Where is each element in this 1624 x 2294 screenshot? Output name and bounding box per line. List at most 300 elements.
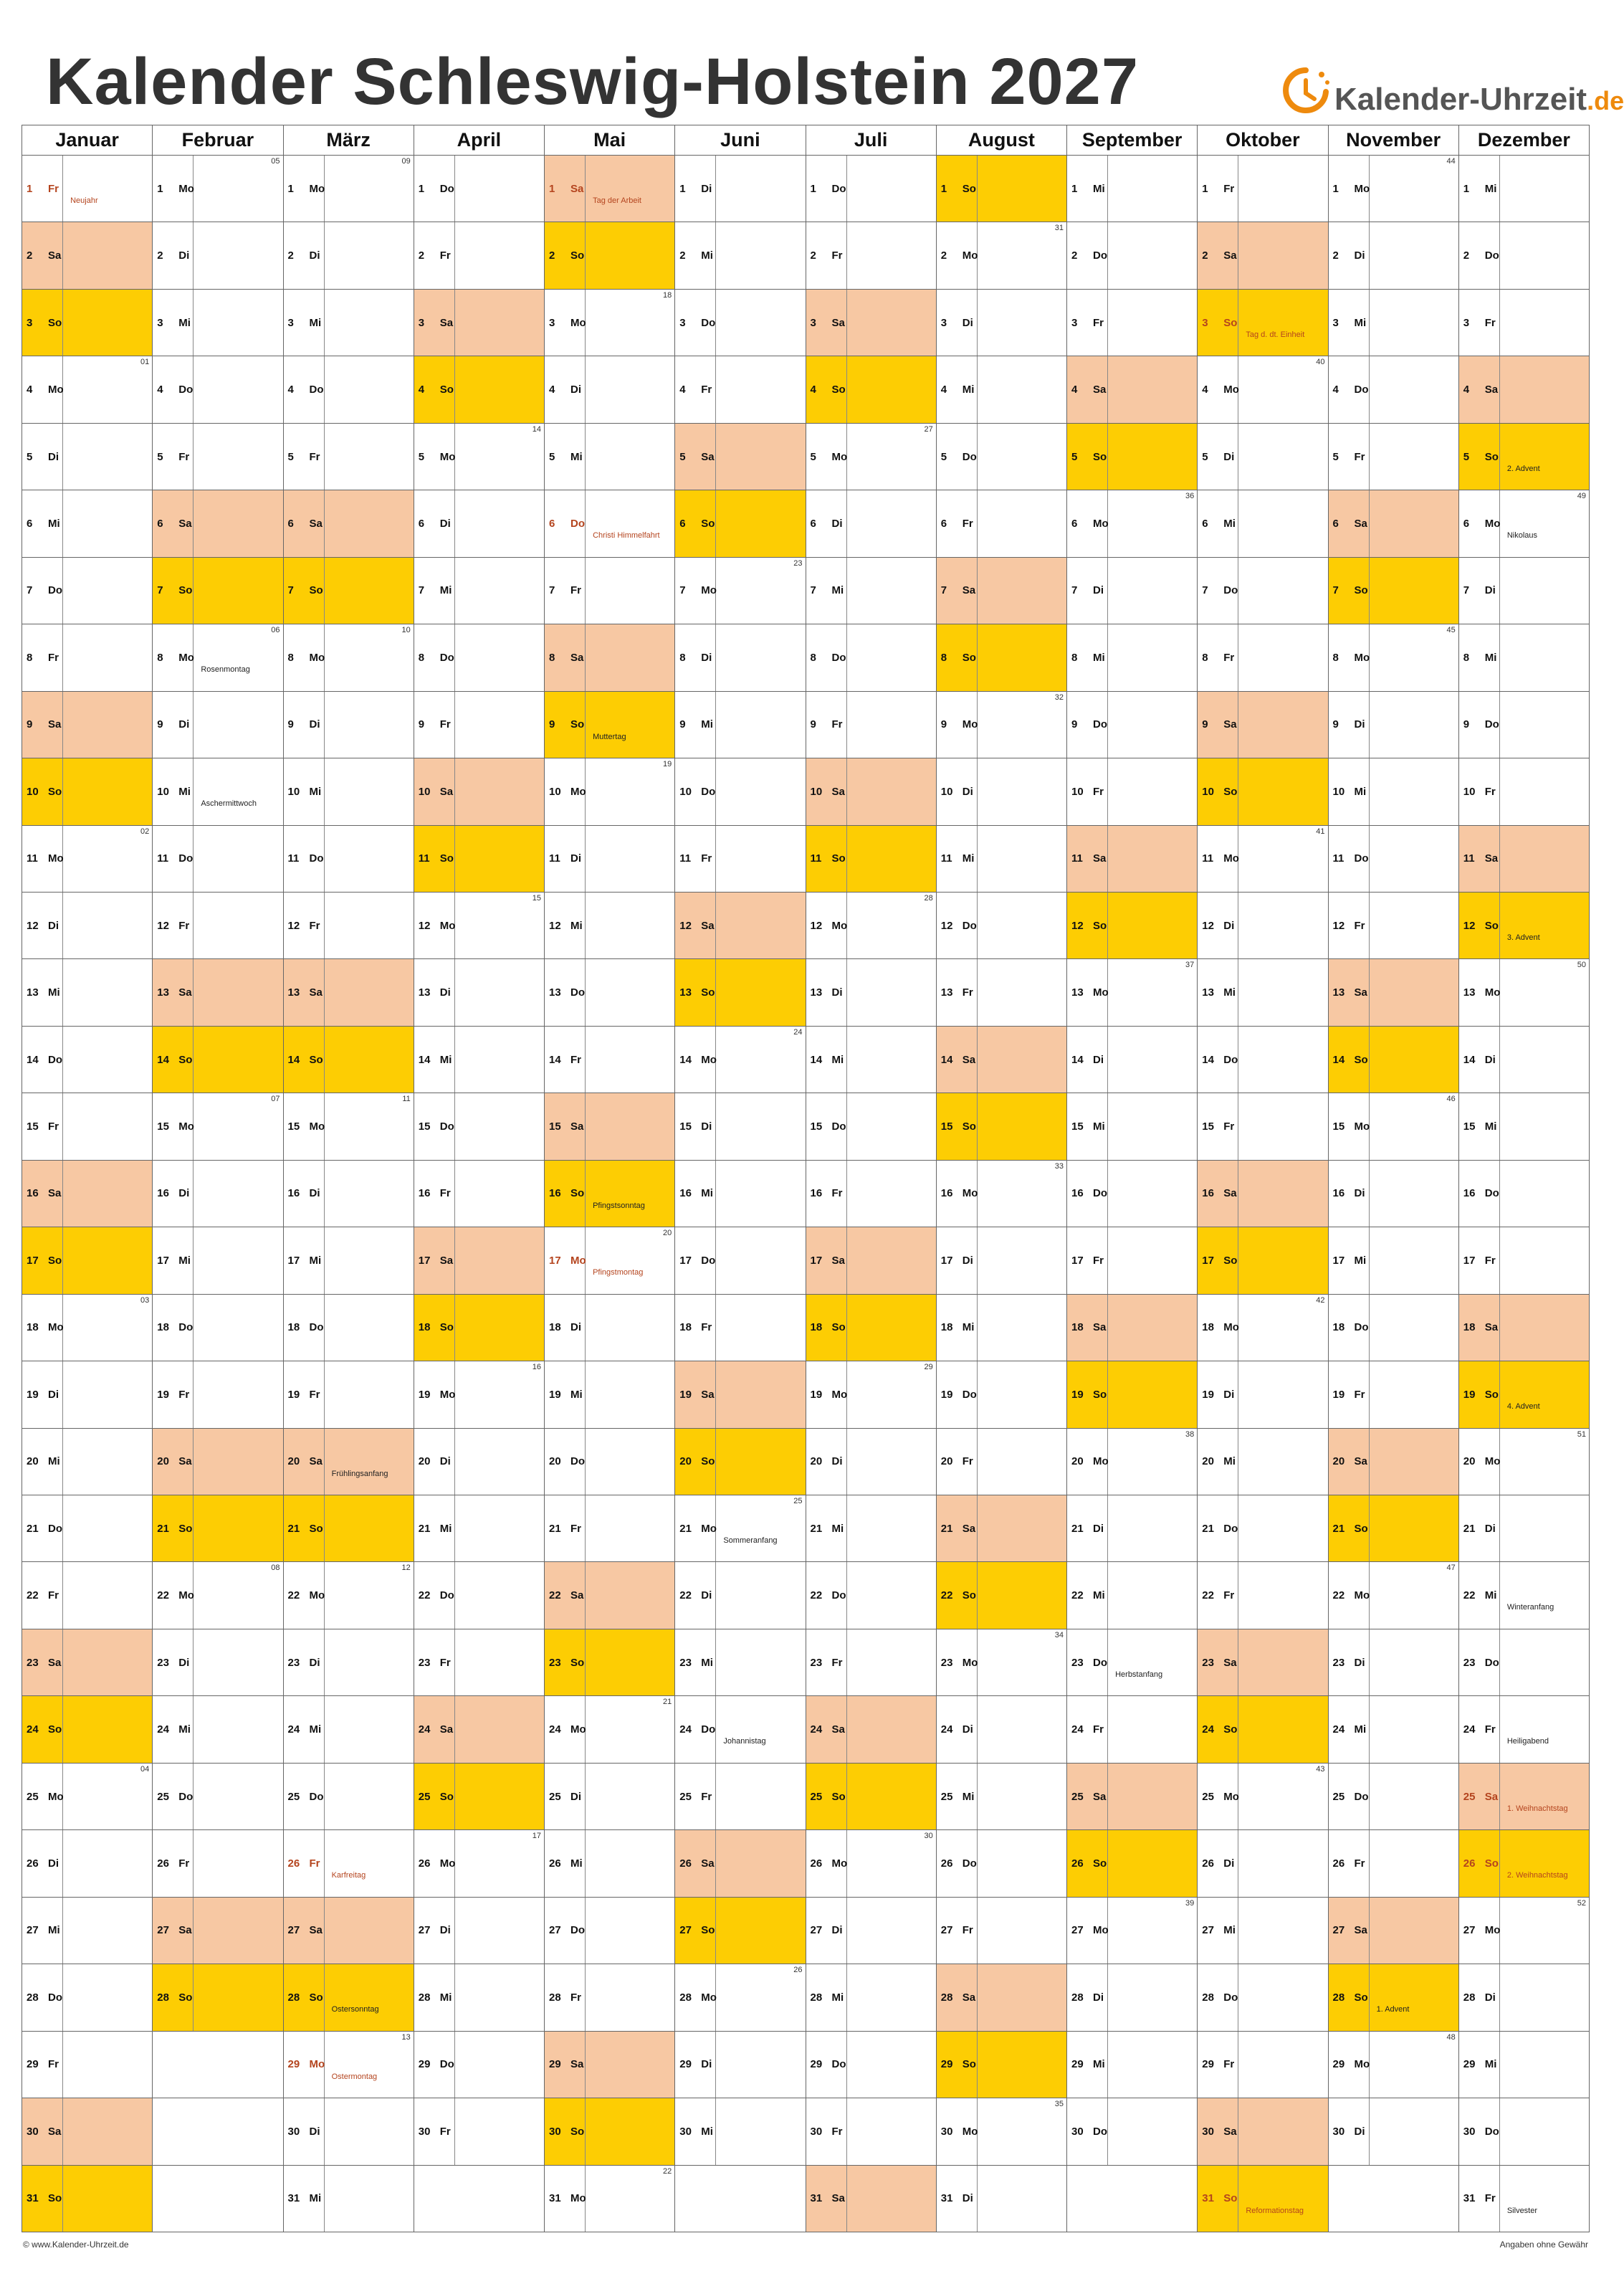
day-notes — [1108, 1764, 1197, 1829]
day-cell — [22, 1696, 152, 1763]
day-cell — [545, 156, 674, 222]
day-notes — [194, 893, 282, 958]
day-notes — [1370, 1161, 1458, 1227]
day-label — [153, 758, 194, 824]
day-label — [1198, 1830, 1238, 1896]
day-label — [1329, 424, 1370, 490]
day-notes — [716, 893, 805, 958]
weekday: Do — [439, 2058, 454, 2071]
day-cell — [22, 1429, 152, 1495]
day-number: 26 — [27, 1857, 39, 1870]
day-number: 15 — [287, 1120, 300, 1133]
weekday: Sa — [831, 316, 845, 329]
day-number: 17 — [418, 1254, 431, 1267]
weekday: Sa — [962, 1991, 976, 2004]
day-label — [22, 1830, 63, 1896]
day-cell — [284, 1161, 414, 1227]
weekday: So — [309, 1991, 323, 2004]
day-label — [284, 1764, 325, 1829]
weekday: Mi — [1484, 651, 1497, 664]
day-notes — [847, 424, 936, 490]
day-number: 15 — [27, 1120, 39, 1133]
weekday: Sa — [962, 1053, 976, 1066]
day-number: 11 — [1332, 852, 1344, 865]
day-number: 20 — [418, 1455, 431, 1468]
day-notes — [1500, 2032, 1589, 2098]
weekday: Di — [1484, 1991, 1496, 2004]
day-label — [806, 356, 847, 422]
weekday: So — [962, 1120, 976, 1133]
day-label — [1329, 1161, 1370, 1227]
weekday: So — [831, 1790, 846, 1803]
day-cell — [937, 490, 1066, 557]
weekday: Fr — [48, 182, 59, 195]
day-cell — [414, 156, 544, 222]
week-number: 45 — [1446, 626, 1456, 635]
day-notes — [978, 1361, 1066, 1427]
day-cell — [937, 2032, 1066, 2098]
event-label: Herbstanfang — [1115, 1670, 1163, 1679]
day-notes — [325, 2166, 414, 2232]
day-number: 4 — [679, 384, 686, 396]
week-number: 14 — [532, 424, 541, 434]
day-notes — [1370, 356, 1458, 422]
day-notes — [586, 1093, 674, 1159]
weekday: Do — [439, 182, 454, 195]
day-cell — [22, 1093, 152, 1160]
day-notes — [1108, 1562, 1197, 1628]
day-label — [545, 1093, 586, 1159]
day-notes — [847, 893, 936, 958]
day-cell — [675, 1898, 805, 1964]
day-number: 12 — [1071, 919, 1084, 932]
day-cell — [1329, 1629, 1458, 1696]
day-label — [1198, 624, 1238, 690]
day-cell — [1459, 1764, 1589, 1830]
day-number: 25 — [287, 1790, 300, 1803]
weekday: Do — [1484, 2125, 1499, 2138]
day-notes — [716, 1295, 805, 1361]
day-label — [1329, 1696, 1370, 1762]
weekday: Sa — [48, 2125, 62, 2138]
day-cell — [806, 624, 936, 691]
day-cell — [1329, 424, 1458, 490]
day-cell — [1459, 1696, 1589, 1763]
day-number: 3 — [287, 316, 294, 329]
week-number: 34 — [1054, 1630, 1064, 1639]
day-notes — [455, 692, 544, 758]
day-cell — [22, 692, 152, 758]
day-notes — [586, 624, 674, 690]
day-notes — [586, 156, 674, 222]
weekday: So — [962, 182, 976, 195]
weekday: Fr — [570, 1991, 581, 2004]
event-label: 2. Advent — [1506, 464, 1540, 473]
weekday: So — [1484, 450, 1499, 463]
weekday: Fr — [1223, 1120, 1235, 1133]
day-cell — [22, 290, 152, 356]
day-notes — [978, 624, 1066, 690]
week-number: 25 — [793, 1497, 803, 1506]
day-cell — [545, 1227, 674, 1294]
day-cell — [1459, 1629, 1589, 1696]
day-notes — [63, 1898, 152, 1964]
day-label — [1067, 490, 1108, 556]
month-column — [284, 125, 414, 2232]
day-number: 30 — [1202, 2125, 1214, 2138]
week-number: 48 — [1446, 2032, 1456, 2042]
day-notes — [325, 490, 414, 556]
day-label — [1198, 1161, 1238, 1227]
weekday: So — [48, 1254, 62, 1267]
day-notes — [1500, 1161, 1589, 1227]
day-cell — [284, 156, 414, 222]
day-notes — [63, 1764, 152, 1829]
week-number: 46 — [1446, 1095, 1456, 1104]
day-number: 19 — [287, 1388, 300, 1401]
day-notes — [716, 558, 805, 624]
weekday: Do — [570, 986, 585, 999]
weekday: So — [48, 785, 62, 798]
day-number: 6 — [418, 517, 425, 530]
day-label — [414, 1161, 455, 1227]
day-notes — [1238, 1629, 1327, 1695]
holiday-label: 1. Weihnachtstag — [1506, 1804, 1568, 1813]
day-notes — [586, 558, 674, 624]
day-notes — [1370, 1964, 1458, 2030]
day-label — [1198, 356, 1238, 422]
day-notes — [194, 424, 282, 490]
week-number: 28 — [924, 893, 933, 903]
day-number: 12 — [1463, 919, 1476, 932]
day-label — [675, 1898, 716, 1964]
weekday: Sa — [1223, 718, 1237, 731]
day-number: 8 — [27, 651, 33, 664]
day-number: 15 — [1202, 1120, 1214, 1133]
weekday: So — [1484, 1388, 1499, 1401]
weekday: Do — [1484, 718, 1499, 731]
weekday: Do — [309, 1790, 324, 1803]
day-notes — [194, 1495, 282, 1561]
empty-cell — [1067, 2166, 1197, 2232]
day-number: 4 — [287, 384, 294, 396]
day-cell — [1198, 1964, 1327, 2031]
day-notes — [586, 758, 674, 824]
day-cell — [545, 624, 674, 691]
day-notes — [716, 1495, 805, 1561]
day-notes — [978, 222, 1066, 288]
weekday: Mo — [570, 316, 586, 329]
day-label — [22, 893, 63, 958]
weekday: Di — [439, 1455, 451, 1468]
day-label — [414, 222, 455, 288]
day-number: 21 — [1332, 1522, 1345, 1535]
day-cell — [153, 826, 282, 893]
day-notes — [716, 959, 805, 1025]
day-label — [1329, 356, 1370, 422]
day-notes — [978, 424, 1066, 490]
weekday: Mo — [701, 584, 717, 597]
day-notes — [63, 959, 152, 1025]
day-notes — [63, 826, 152, 892]
day-cell — [1198, 1830, 1327, 1897]
day-notes — [1500, 1830, 1589, 1896]
day-cell — [22, 1027, 152, 1093]
weekday: Di — [1354, 718, 1365, 731]
day-label — [806, 692, 847, 758]
day-label — [937, 893, 978, 958]
day-label — [545, 826, 586, 892]
day-label — [806, 1161, 847, 1227]
day-number: 1 — [810, 182, 816, 195]
day-cell — [1329, 2032, 1458, 2098]
day-notes — [1370, 290, 1458, 356]
weekday: So — [570, 1187, 585, 1200]
day-label — [1067, 1429, 1108, 1495]
day-notes — [1238, 424, 1327, 490]
day-label — [1459, 1964, 1500, 2030]
day-notes — [455, 2032, 544, 2098]
day-number: 15 — [418, 1120, 431, 1133]
day-notes — [1370, 424, 1458, 490]
day-cell — [806, 1429, 936, 1495]
day-cell — [284, 893, 414, 959]
day-notes — [586, 1495, 674, 1561]
day-notes — [1238, 2166, 1327, 2232]
day-number: 3 — [1332, 316, 1339, 329]
day-notes — [847, 959, 936, 1025]
day-number: 22 — [1202, 1589, 1214, 1602]
day-cell — [806, 1027, 936, 1093]
day-notes — [1500, 1429, 1589, 1495]
day-label — [1329, 1227, 1370, 1293]
day-cell — [414, 893, 544, 959]
weekday: Sa — [570, 182, 584, 195]
day-notes — [325, 1764, 414, 1829]
day-notes — [847, 1093, 936, 1159]
weekday: Fr — [439, 1656, 451, 1669]
day-number: 23 — [810, 1656, 823, 1669]
day-cell — [284, 356, 414, 423]
day-cell — [545, 758, 674, 825]
weekday: Mi — [831, 1053, 844, 1066]
day-notes — [455, 1830, 544, 1896]
weekday: Mo — [1484, 986, 1501, 999]
day-cell — [1329, 1495, 1458, 1562]
day-label — [1459, 424, 1500, 490]
weekday: Do — [1223, 1053, 1238, 1066]
event-label: Frühlingsanfang — [331, 1469, 388, 1478]
day-notes — [716, 1764, 805, 1829]
day-notes — [1370, 2032, 1458, 2098]
weekday: Fr — [178, 450, 190, 463]
day-number: 7 — [1463, 584, 1470, 597]
day-notes — [194, 692, 282, 758]
day-notes — [847, 1629, 936, 1695]
day-cell — [1067, 1361, 1197, 1428]
weekday: Sa — [178, 1924, 192, 1937]
day-number: 29 — [1071, 2058, 1084, 2071]
day-label — [937, 959, 978, 1025]
weekday: So — [309, 584, 323, 597]
weekday: Fr — [1354, 919, 1365, 932]
day-label — [675, 2032, 716, 2098]
day-cell — [806, 959, 936, 1026]
weekday: So — [570, 2125, 585, 2138]
day-notes — [1370, 1093, 1458, 1159]
weekday: Do — [178, 1790, 194, 1803]
day-label — [284, 356, 325, 422]
day-cell — [414, 1898, 544, 1964]
day-label — [1067, 156, 1108, 222]
day-cell — [1198, 290, 1327, 356]
day-label — [1329, 893, 1370, 958]
weekday: Fr — [831, 718, 843, 731]
day-label — [806, 1495, 847, 1561]
day-label — [1198, 1227, 1238, 1293]
day-notes — [63, 1429, 152, 1495]
weekday: Do — [48, 1991, 62, 2004]
day-number: 7 — [287, 584, 294, 597]
day-cell — [414, 1027, 544, 1093]
day-number: 25 — [1202, 1790, 1214, 1803]
day-cell — [22, 156, 152, 222]
day-cell — [545, 1429, 674, 1495]
day-notes — [978, 1429, 1066, 1495]
day-number: 8 — [549, 651, 555, 664]
day-number: 25 — [549, 1790, 561, 1803]
day-label — [153, 1964, 194, 2030]
day-notes — [847, 1764, 936, 1829]
day-label — [414, 1898, 455, 1964]
empty-cell — [414, 2166, 544, 2232]
weekday: Sa — [1354, 986, 1367, 999]
day-number: 29 — [1463, 2058, 1476, 2071]
day-number: 12 — [1332, 919, 1345, 932]
day-number: 5 — [287, 450, 294, 463]
weekday: Mi — [570, 1388, 583, 1401]
day-number: 14 — [1202, 1053, 1214, 1066]
day-number: 16 — [810, 1187, 823, 1200]
day-number: 27 — [810, 1924, 823, 1937]
day-cell — [153, 1964, 282, 2031]
day-label — [414, 692, 455, 758]
day-label — [937, 758, 978, 824]
calendar-grid — [22, 125, 1590, 2232]
day-label — [153, 1295, 194, 1361]
day-number: 22 — [679, 1589, 692, 1602]
weekday: Sa — [570, 1589, 584, 1602]
day-cell — [675, 1027, 805, 1093]
day-number: 23 — [940, 1656, 953, 1669]
day-number: 14 — [549, 1053, 561, 1066]
day-notes — [325, 1562, 414, 1628]
day-notes — [325, 1295, 414, 1361]
day-label — [284, 290, 325, 356]
week-number: 39 — [1185, 1898, 1195, 1908]
day-number: 15 — [1332, 1120, 1345, 1133]
weekday: Mi — [439, 1522, 452, 1535]
month-column — [1459, 125, 1590, 2232]
day-cell — [937, 1764, 1066, 1830]
day-notes — [847, 290, 936, 356]
day-notes — [847, 692, 936, 758]
day-cell — [1067, 222, 1197, 289]
weekday: Di — [1223, 1857, 1235, 1870]
day-cell — [675, 1495, 805, 1562]
day-number: 20 — [1463, 1455, 1476, 1468]
day-number: 18 — [27, 1321, 39, 1334]
weekday: Mo — [309, 651, 325, 664]
day-cell — [414, 1764, 544, 1830]
day-notes — [194, 1696, 282, 1762]
day-cell — [937, 1964, 1066, 2031]
weekday: Sa — [1223, 1656, 1237, 1669]
weekday: Di — [1093, 584, 1104, 597]
week-number: 50 — [1577, 961, 1586, 970]
weekday: Fr — [439, 718, 451, 731]
day-number: 24 — [27, 1723, 39, 1736]
day-cell — [937, 624, 1066, 691]
event-label: 1. Advent — [1376, 2005, 1410, 2014]
day-cell — [284, 1964, 414, 2031]
day-number: 30 — [1332, 2125, 1345, 2138]
day-label — [414, 1495, 455, 1561]
day-number: 28 — [810, 1991, 823, 2004]
week-number: 11 — [402, 1095, 411, 1104]
day-cell — [1329, 1696, 1458, 1763]
day-cell — [806, 1161, 936, 1227]
day-label — [153, 1027, 194, 1093]
weekday: Mo — [831, 919, 848, 932]
day-number: 31 — [1202, 2192, 1214, 2205]
day-label — [675, 1027, 716, 1093]
day-cell — [1198, 1495, 1327, 1562]
weekday: Mo — [1354, 182, 1370, 195]
day-label — [153, 424, 194, 490]
day-cell — [675, 156, 805, 222]
weekday: Mi — [48, 986, 60, 999]
logo[interactable] — [1280, 53, 1624, 132]
day-label — [22, 1295, 63, 1361]
day-number: 9 — [27, 718, 33, 731]
day-label — [284, 222, 325, 288]
day-label — [675, 959, 716, 1025]
day-cell — [22, 1629, 152, 1696]
weekday: So — [1223, 316, 1238, 329]
day-notes — [194, 490, 282, 556]
day-cell — [545, 1830, 674, 1897]
day-cell — [1329, 1161, 1458, 1227]
day-label — [1198, 1629, 1238, 1695]
weekday: So — [1223, 1723, 1238, 1736]
day-cell — [153, 692, 282, 758]
day-number: 24 — [287, 1723, 300, 1736]
day-notes — [63, 1161, 152, 1227]
day-label — [284, 692, 325, 758]
day-cell — [284, 1764, 414, 1830]
weekday: Do — [962, 450, 977, 463]
day-notes — [847, 1495, 936, 1561]
day-notes — [194, 290, 282, 356]
day-number: 29 — [1202, 2058, 1214, 2071]
weekday: Fr — [439, 2125, 451, 2138]
day-label — [1198, 156, 1238, 222]
day-number: 13 — [1463, 986, 1476, 999]
day-cell — [1459, 290, 1589, 356]
weekday: Sa — [701, 450, 715, 463]
day-number: 17 — [1463, 1254, 1476, 1267]
